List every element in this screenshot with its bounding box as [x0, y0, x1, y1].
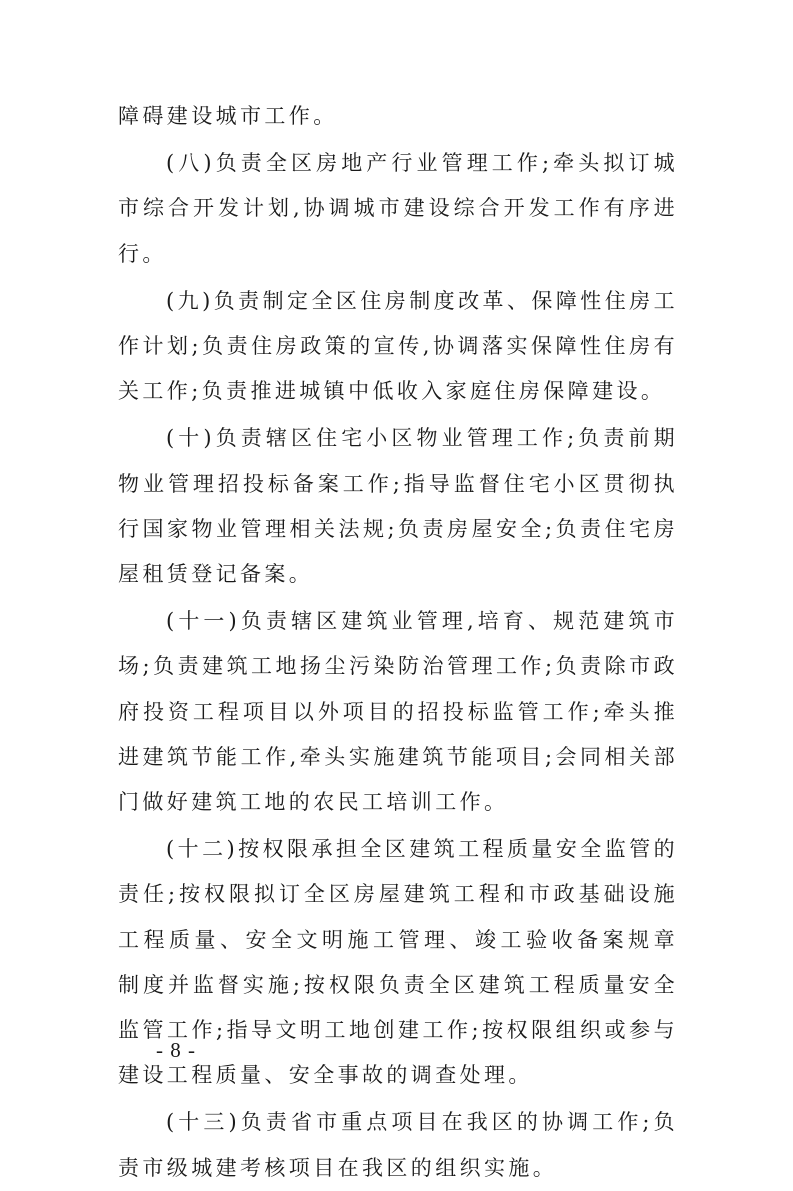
page-number: - 8 - [156, 1038, 196, 1062]
paragraph-continuation: 障碍建设城市工作。 [118, 104, 338, 128]
paragraph-item-9: (九)负责制定全区住房制度改革、保障性住房工作计划;负责住房政策的宣传,协调落实保障性住房有关工作;负责推进城镇中低收入家庭住房保障建设。 [118, 288, 678, 404]
paragraph-item-8: (八)负责全区房地产行业管理工作;牵头拟订城市综合开发计划,协调城市建设综合开发工作有序进行。 [118, 151, 678, 266]
document-body [118, 94, 678, 1191]
paragraph-item-12: (十二)按权限承担全区建筑工程质量安全监管的责任;按权限拟订全区房屋建筑工程和市政基础设施工程质量、安全文明施工管理、竣工验收备案规章制度并监督实施;按权限负责全区建筑工程质量安全监管工作;指导文明工地创建工作;按权限组织或参与建设工程质量、安全事故的调查处理。 [118, 837, 678, 1088]
paragraph-item-10: (十)负责辖区住宅小区物业管理工作;负责前期物业管理招投标备案工作;指导监督住宅小区贯彻执行国家物业管理相关法规;负责房屋安全;负责住宅房屋租赁登记备案。 [118, 426, 678, 587]
paragraph-item-11: (十一)负责辖区建筑业管理,培育、规范建筑市场;负责建筑工地扬尘污染防治管理工作;负责除市政府投资工程项目以外项目的招投标监管工作;牵头推进建筑节能工作,牵头实施建筑节能项目;会同相关部门做好建筑工地的农民工培训工作。 [118, 609, 678, 815]
paragraph-item-13: (十三)负责省市重点项目在我区的协调工作;负责市级城建考核项目在我区的组织实施。 [118, 1110, 678, 1180]
